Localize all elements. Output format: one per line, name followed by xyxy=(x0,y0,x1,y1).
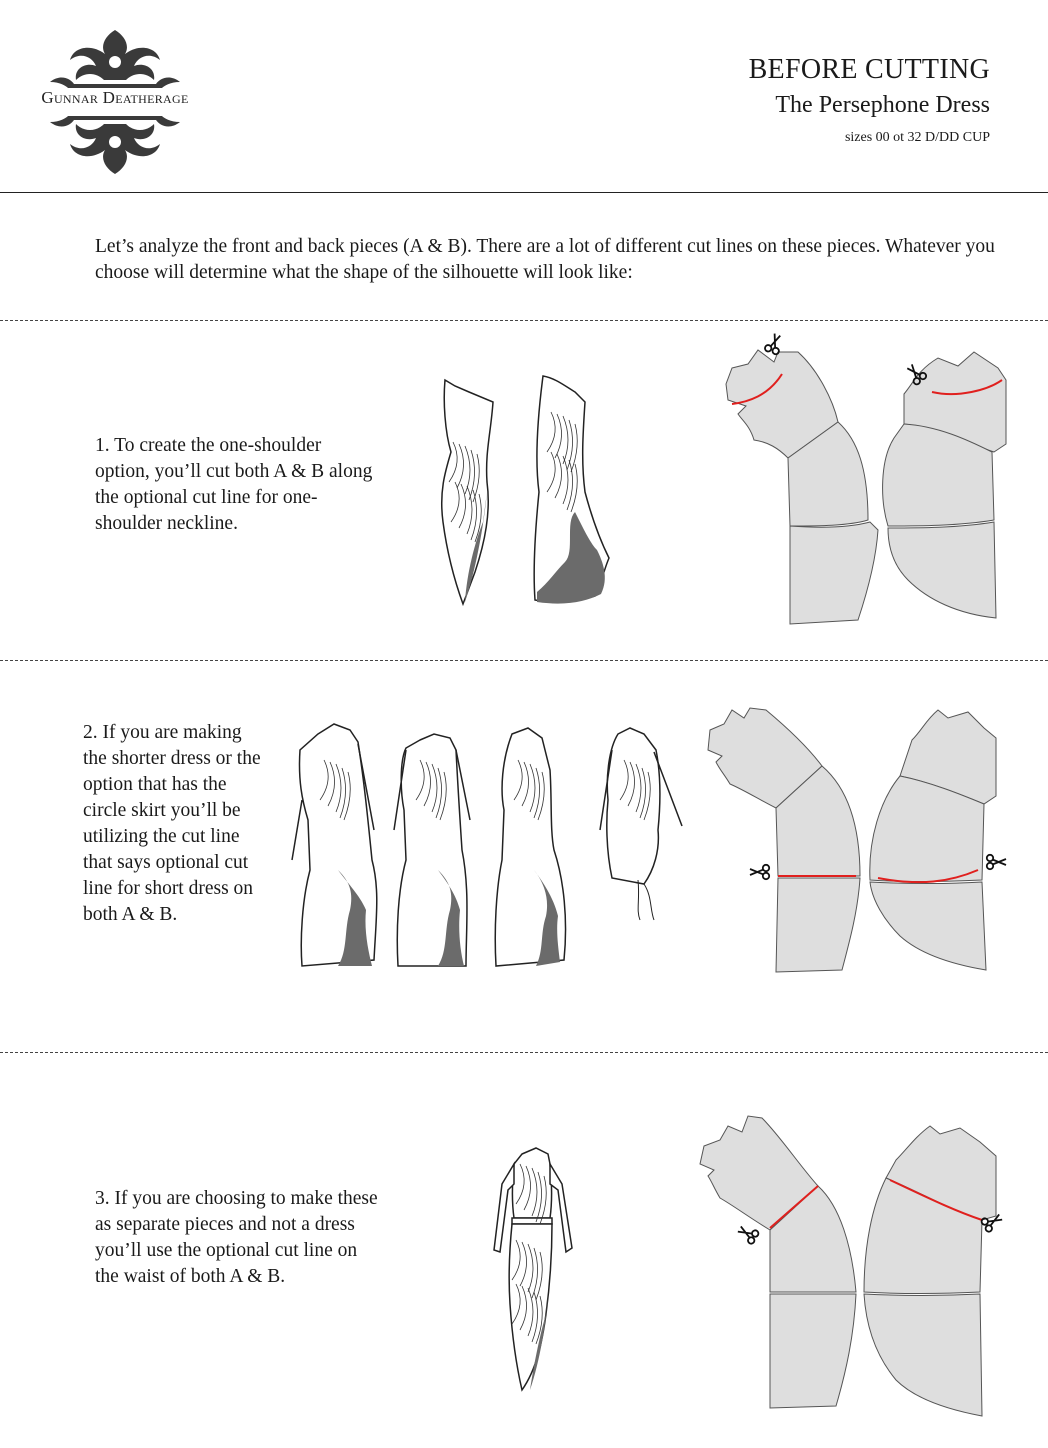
pattern-pieces-one-shoulder xyxy=(718,330,1018,630)
size-range: sizes 00 ot 32 D/DD CUP xyxy=(844,130,990,145)
pattern-pieces-short-dress xyxy=(700,700,1020,980)
section-divider xyxy=(0,1052,1048,1053)
intro-paragraph: Let’s analyze the front and back pieces (A & B). There are a lot of different cut lines on these pieces. Whatever you choose will determine what the shape of the silhouette will look like: xyxy=(95,236,995,283)
dress-illustration-short-options xyxy=(288,720,688,980)
step-2-text: 2. If you are making the shorter dress or the option that has the circle skirt you’ll be utilizing the cut line that says optional cut line for short dress on both A & B. xyxy=(83,722,261,925)
dress-illustration-one-shoulder xyxy=(425,372,625,612)
scissors-icon xyxy=(736,1223,760,1245)
page-subtitle: The Persephone Dress xyxy=(775,92,990,118)
scissors-icon xyxy=(987,855,1006,869)
step-1-text: 1. To create the one-shoulder option, you’ll cut both A & B along the optional cut line for one-shoulder neckline. xyxy=(95,435,373,534)
dress-illustration-separates xyxy=(486,1144,586,1394)
page-title: BEFORE CUTTING xyxy=(748,54,990,85)
step-3-text: 3. If you are choosing to make these as separate pieces and not a dress you’ll use the optional cut line on the waist of both A & B. xyxy=(95,1188,378,1287)
header-divider xyxy=(0,192,1048,193)
section-divider xyxy=(0,320,1048,321)
pattern-pieces-waist xyxy=(690,1106,1020,1426)
scissors-icon xyxy=(750,865,769,879)
section-divider xyxy=(0,660,1048,661)
brand-wordmark: Gunnar Deatherage xyxy=(41,88,189,107)
